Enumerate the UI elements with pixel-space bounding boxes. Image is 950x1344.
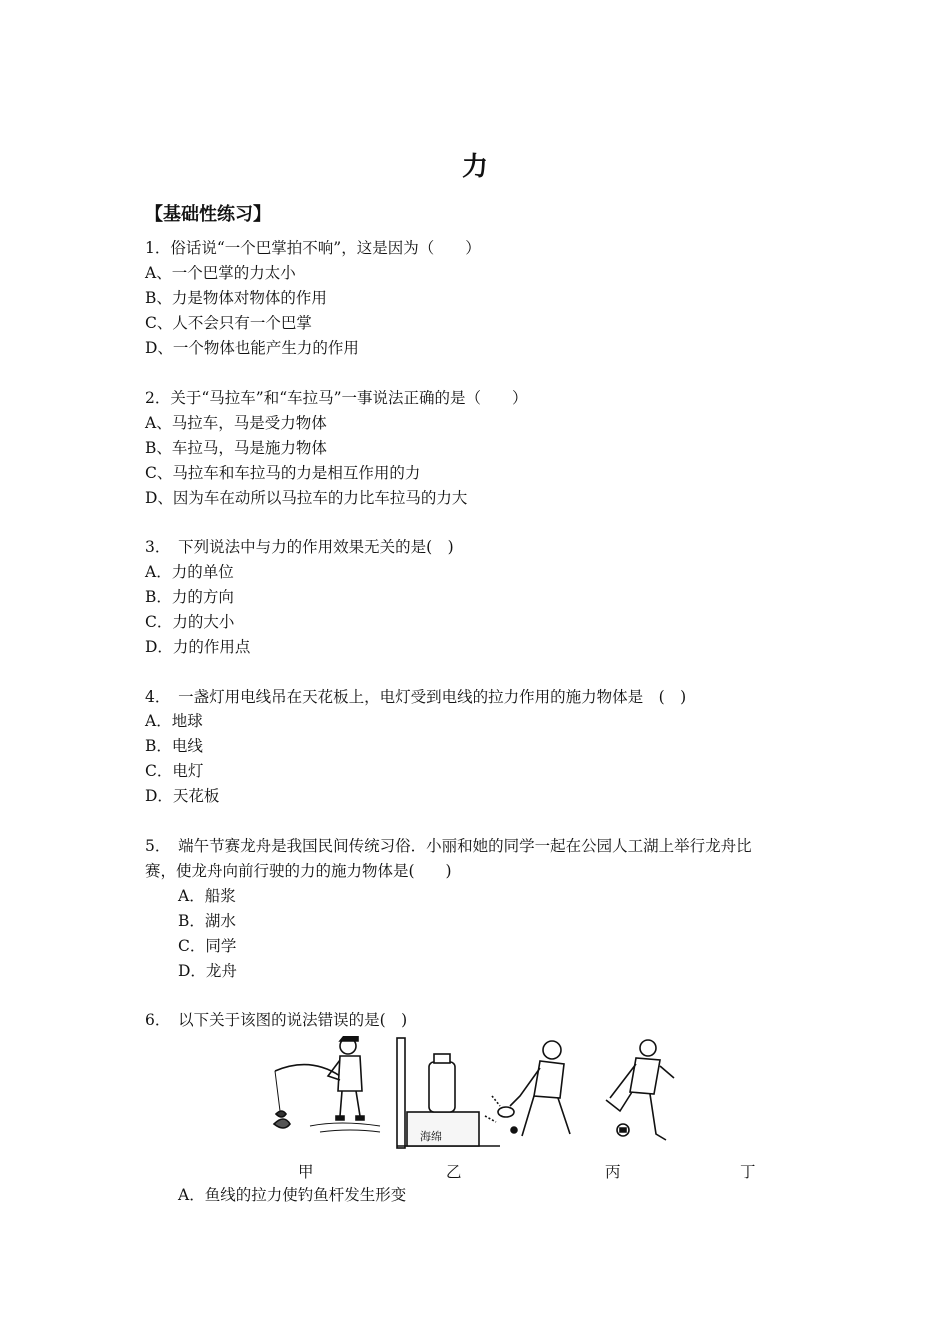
sponge-bottle-illustration xyxy=(397,1038,500,1148)
question-1-option-d: D、一个物体也能产生力的作用 xyxy=(145,339,359,357)
figure-label-2: 乙 xyxy=(446,1163,462,1181)
question-5-stem-line-2: 赛，使龙舟向前行驶的力的施力物体是( ) xyxy=(145,862,452,880)
question-4-option-a: A．地球 xyxy=(145,712,203,730)
question-5-option-b: B．湖水 xyxy=(178,912,236,930)
question-1-option-a: A、一个巴掌的力太小 xyxy=(145,264,296,282)
fishing-person-illustration xyxy=(274,1036,380,1132)
question-4-option-c: C．电灯 xyxy=(145,762,204,780)
question-5-option-c: C．同学 xyxy=(178,937,237,955)
question-2-stem: 2．关于“马拉车”和“车拉马”一事说法正确的是（ ） xyxy=(145,389,528,407)
question-1-option-c: C、人不会只有一个巴掌 xyxy=(145,314,312,332)
question-5-option-d: D．龙舟 xyxy=(178,962,237,980)
question-3-option-a: A．力的单位 xyxy=(145,563,234,581)
question-1-option-b: B、力是物体对物体的作用 xyxy=(145,289,327,307)
question-3-stem: 3． 下列说法中与力的作用效果无关的是( ) xyxy=(145,538,454,556)
question-4-stem: 4． 一盏灯用电线吊在天花板上，电灯受到电线的拉力作用的施力物体是 ( ) xyxy=(145,688,687,706)
page-title: 力 xyxy=(461,152,488,182)
question-5-option-a: A．船浆 xyxy=(178,887,236,905)
question-3-option-d: D．力的作用点 xyxy=(145,638,251,656)
question-6-figure xyxy=(270,1036,685,1154)
question-4-option-b: B．电线 xyxy=(145,737,203,755)
section-heading: 【基础性练习】 xyxy=(145,204,271,225)
question-3-option-b: B．力的方向 xyxy=(145,588,234,606)
question-2-option-a: A、马拉车，马是受力物体 xyxy=(145,414,327,432)
sponge-label: 海绵 xyxy=(420,1130,442,1143)
question-1-stem: 1．俗话说“一个巴掌拍不响”，这是因为（ ） xyxy=(145,239,481,257)
question-2-option-b: B、车拉马，马是施力物体 xyxy=(145,439,327,457)
figure-label-4: 丁 xyxy=(740,1163,756,1181)
badminton-player-illustration xyxy=(485,1041,570,1136)
soccer-player-illustration xyxy=(606,1040,674,1140)
question-4-option-d: D．天花板 xyxy=(145,787,220,805)
question-2-option-c: C、马拉车和车拉马的力是相互作用的力 xyxy=(145,464,421,482)
question-6-stem: 6． 以下关于该图的说法错误的是( ) xyxy=(145,1011,408,1029)
question-5-stem-line-1: 5． 端午节赛龙舟是我国民间传统习俗．小丽和她的同学一起在公园人工湖上举行龙舟比 xyxy=(145,837,752,855)
figure-label-3: 丙 xyxy=(605,1163,621,1181)
figure-label-1: 甲 xyxy=(298,1163,314,1181)
question-3-option-c: C．力的大小 xyxy=(145,613,235,631)
question-2-option-d: D、因为车在动所以马拉车的力比车拉马的力大 xyxy=(145,489,468,507)
question-6-option-a: A．鱼线的拉力使钓鱼杆发生形变 xyxy=(178,1186,407,1204)
